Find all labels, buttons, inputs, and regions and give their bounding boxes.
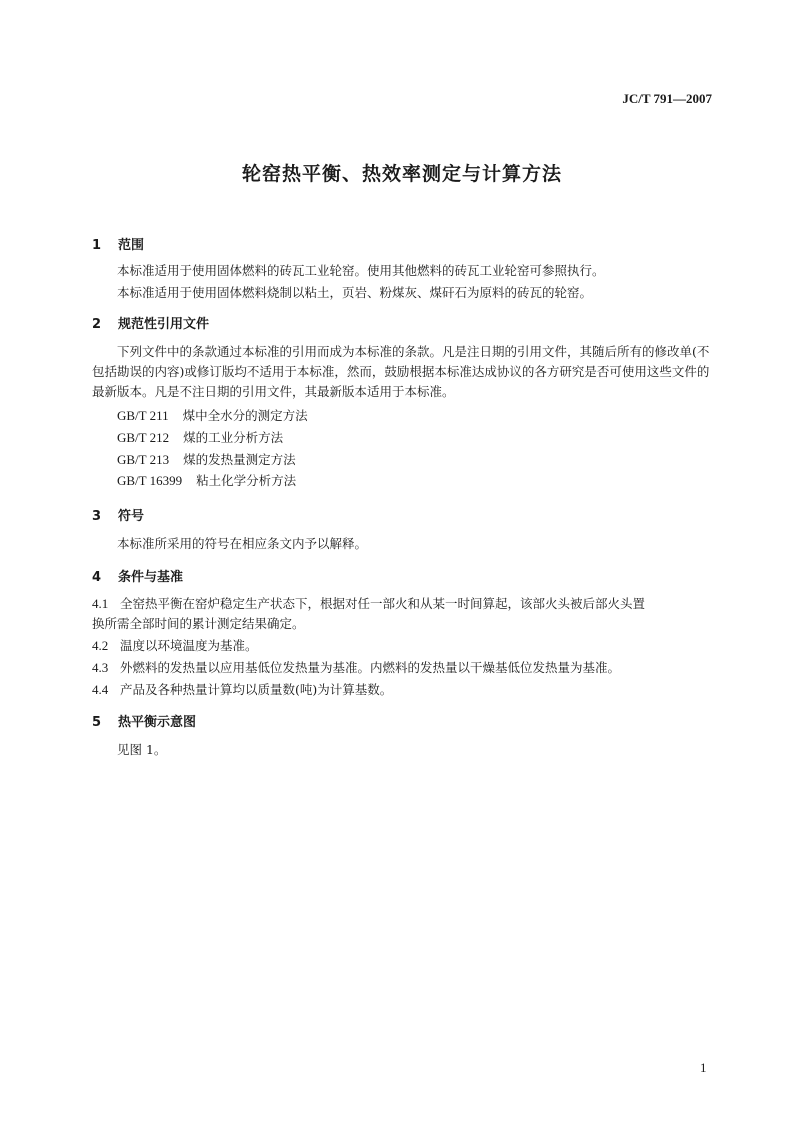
reference-item	[117, 471, 296, 489]
reference-code: GB/T 211	[117, 408, 169, 423]
clause-text: 温度以环境温度为基准。	[120, 638, 258, 653]
section-3-heading	[92, 505, 144, 524]
clause-4-1	[92, 594, 645, 612]
clause-number: 4.3	[92, 660, 109, 675]
paragraph: 本标准适用于使用固体燃料的砖瓦工业轮窑。使用其他燃料的砖瓦工业轮窑可参照执行。	[117, 263, 605, 278]
section-title: 条件与基准	[118, 570, 184, 585]
clause-4-3	[92, 658, 620, 676]
section-number: 4	[92, 570, 102, 585]
reference-name: 煤的工业分析方法	[183, 430, 284, 445]
reference-item	[117, 450, 296, 468]
section-title: 规范性引用文件	[118, 317, 210, 332]
section-title: 热平衡示意图	[118, 715, 197, 730]
clause-text: 产品及各种热量计算均以质量数(吨)为计算基数。	[120, 682, 393, 697]
clause-4-1-continued: 换所需全部时间的累计测定结果确定。	[92, 616, 305, 631]
paragraph: 本标准适用于使用固体燃料烧制以粘土，页岩、粉煤灰、煤矸石为原料的砖瓦的轮窑。	[117, 285, 593, 300]
section-1-heading	[92, 234, 144, 253]
document-title: 轮窑热平衡、热效率测定与计算方法	[241, 163, 562, 185]
section-number: 1	[92, 238, 102, 253]
section-number: 5	[92, 715, 102, 730]
reference-name: 煤中全水分的测定方法	[182, 408, 308, 423]
reference-item	[117, 406, 308, 424]
clause-number: 4.4	[92, 682, 109, 697]
section-title: 符号	[118, 509, 145, 524]
section-number: 3	[92, 509, 102, 524]
section-2-heading	[92, 313, 209, 332]
paragraph: 本标准所采用的符号在相应条文内予以解释。	[117, 536, 368, 551]
reference-name: 煤的发热量测定方法	[183, 452, 296, 467]
clause-text: 外燃料的发热量以应用基低位发热量为基准。内燃料的发热量以干燥基低位发热量为基准。	[120, 660, 621, 675]
paragraph: 见图 1。	[117, 742, 167, 757]
reference-code: GB/T 213	[117, 452, 170, 467]
section-title: 范围	[118, 238, 145, 253]
section-number: 2	[92, 317, 102, 332]
section-5-heading	[92, 711, 196, 730]
paragraph: 下列文件中的条款通过本标准的引用而成为本标准的条款。凡是注日期的引用文件，其随后所有的修改单(不包括勘误的内容)或修订版均不适用于本标准，然而，鼓励根据本标准达成协议的各方研究是否可使用这些文件的最新版本。凡是不注日期的引用文件，其最新版本适用于本标准。	[92, 344, 710, 399]
clause-4-4	[92, 680, 392, 698]
standard-number: JC/T 791—2007	[622, 91, 712, 106]
reference-item	[117, 428, 283, 446]
clause-number: 4.2	[92, 638, 109, 653]
clause-text: 全窑热平衡在窑炉稳定生产状态下，根据对任一部火和从某一时间算起，该部火头被后部火头置	[120, 596, 646, 611]
page-number: 1	[700, 1060, 707, 1075]
section-4-heading	[92, 566, 183, 585]
reference-code: GB/T 212	[117, 430, 170, 445]
clause-4-2	[92, 636, 258, 654]
reference-name: 粘土化学分析方法	[196, 473, 297, 488]
clause-number: 4.1	[92, 596, 109, 611]
reference-code: GB/T 16399	[117, 473, 183, 488]
